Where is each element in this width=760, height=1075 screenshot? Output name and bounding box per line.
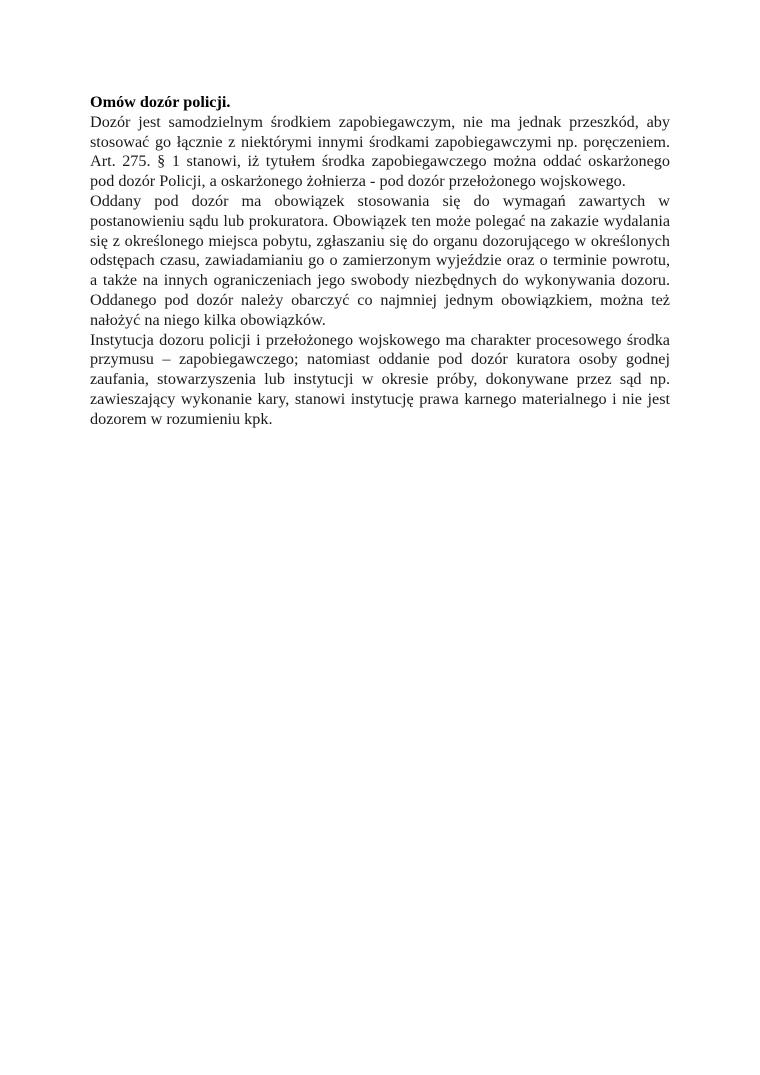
paragraph-2: Oddany pod dozór ma obowiązek stosowania się do wymagań zawartych w postanowieniu sądu lub prokuratora. Obowiązek ten może polegać na zakazie wydalania się z określonego miejsca pobytu, zgłaszaniu się do organu dozorującego w określonych odstępach czasu, zawiadamianiu go o zamierzonym wyjeździe oraz o terminie powrotu, a także na innych ograniczeniach jego swobody niezbędnych do wykonywania dozoru. Oddanego pod dozór należy obarczyć co najmniej jednym obowiązkiem, można też nałożyć na niego kilka obowiązków. xyxy=(90,191,670,329)
paragraph-3: Instytucja dozoru policji i przełożonego wojskowego ma charakter procesowego środka przymusu – zapobiegawczego; natomiast oddanie pod dozór kuratora osoby godnej zaufania, stowarzyszenia lub instytucji w okresie próby, dokonywane przez sąd np. zawieszający wykonanie kary, stanowi instytucję prawa karnego materialnego i nie jest dozorem w rozumieniu kpk. xyxy=(90,330,670,428)
document-title: Omów dozór policji. xyxy=(90,93,231,111)
paragraph-1: Dozór jest samodzielnym środkiem zapobiegawczym, nie ma jednak przeszkód, aby stosować go łącznie z niektórymi innymi środkami zapobiegawczymi np. poręczeniem. Art. 275. § 1 stanowi, iż tytułem środka zapobiegawczego można oddać oskarżonego pod dozór Policji, a oskarżonego żołnierza - pod dozór przełożonego wojskowego. xyxy=(90,112,670,191)
document-body xyxy=(90,93,670,430)
